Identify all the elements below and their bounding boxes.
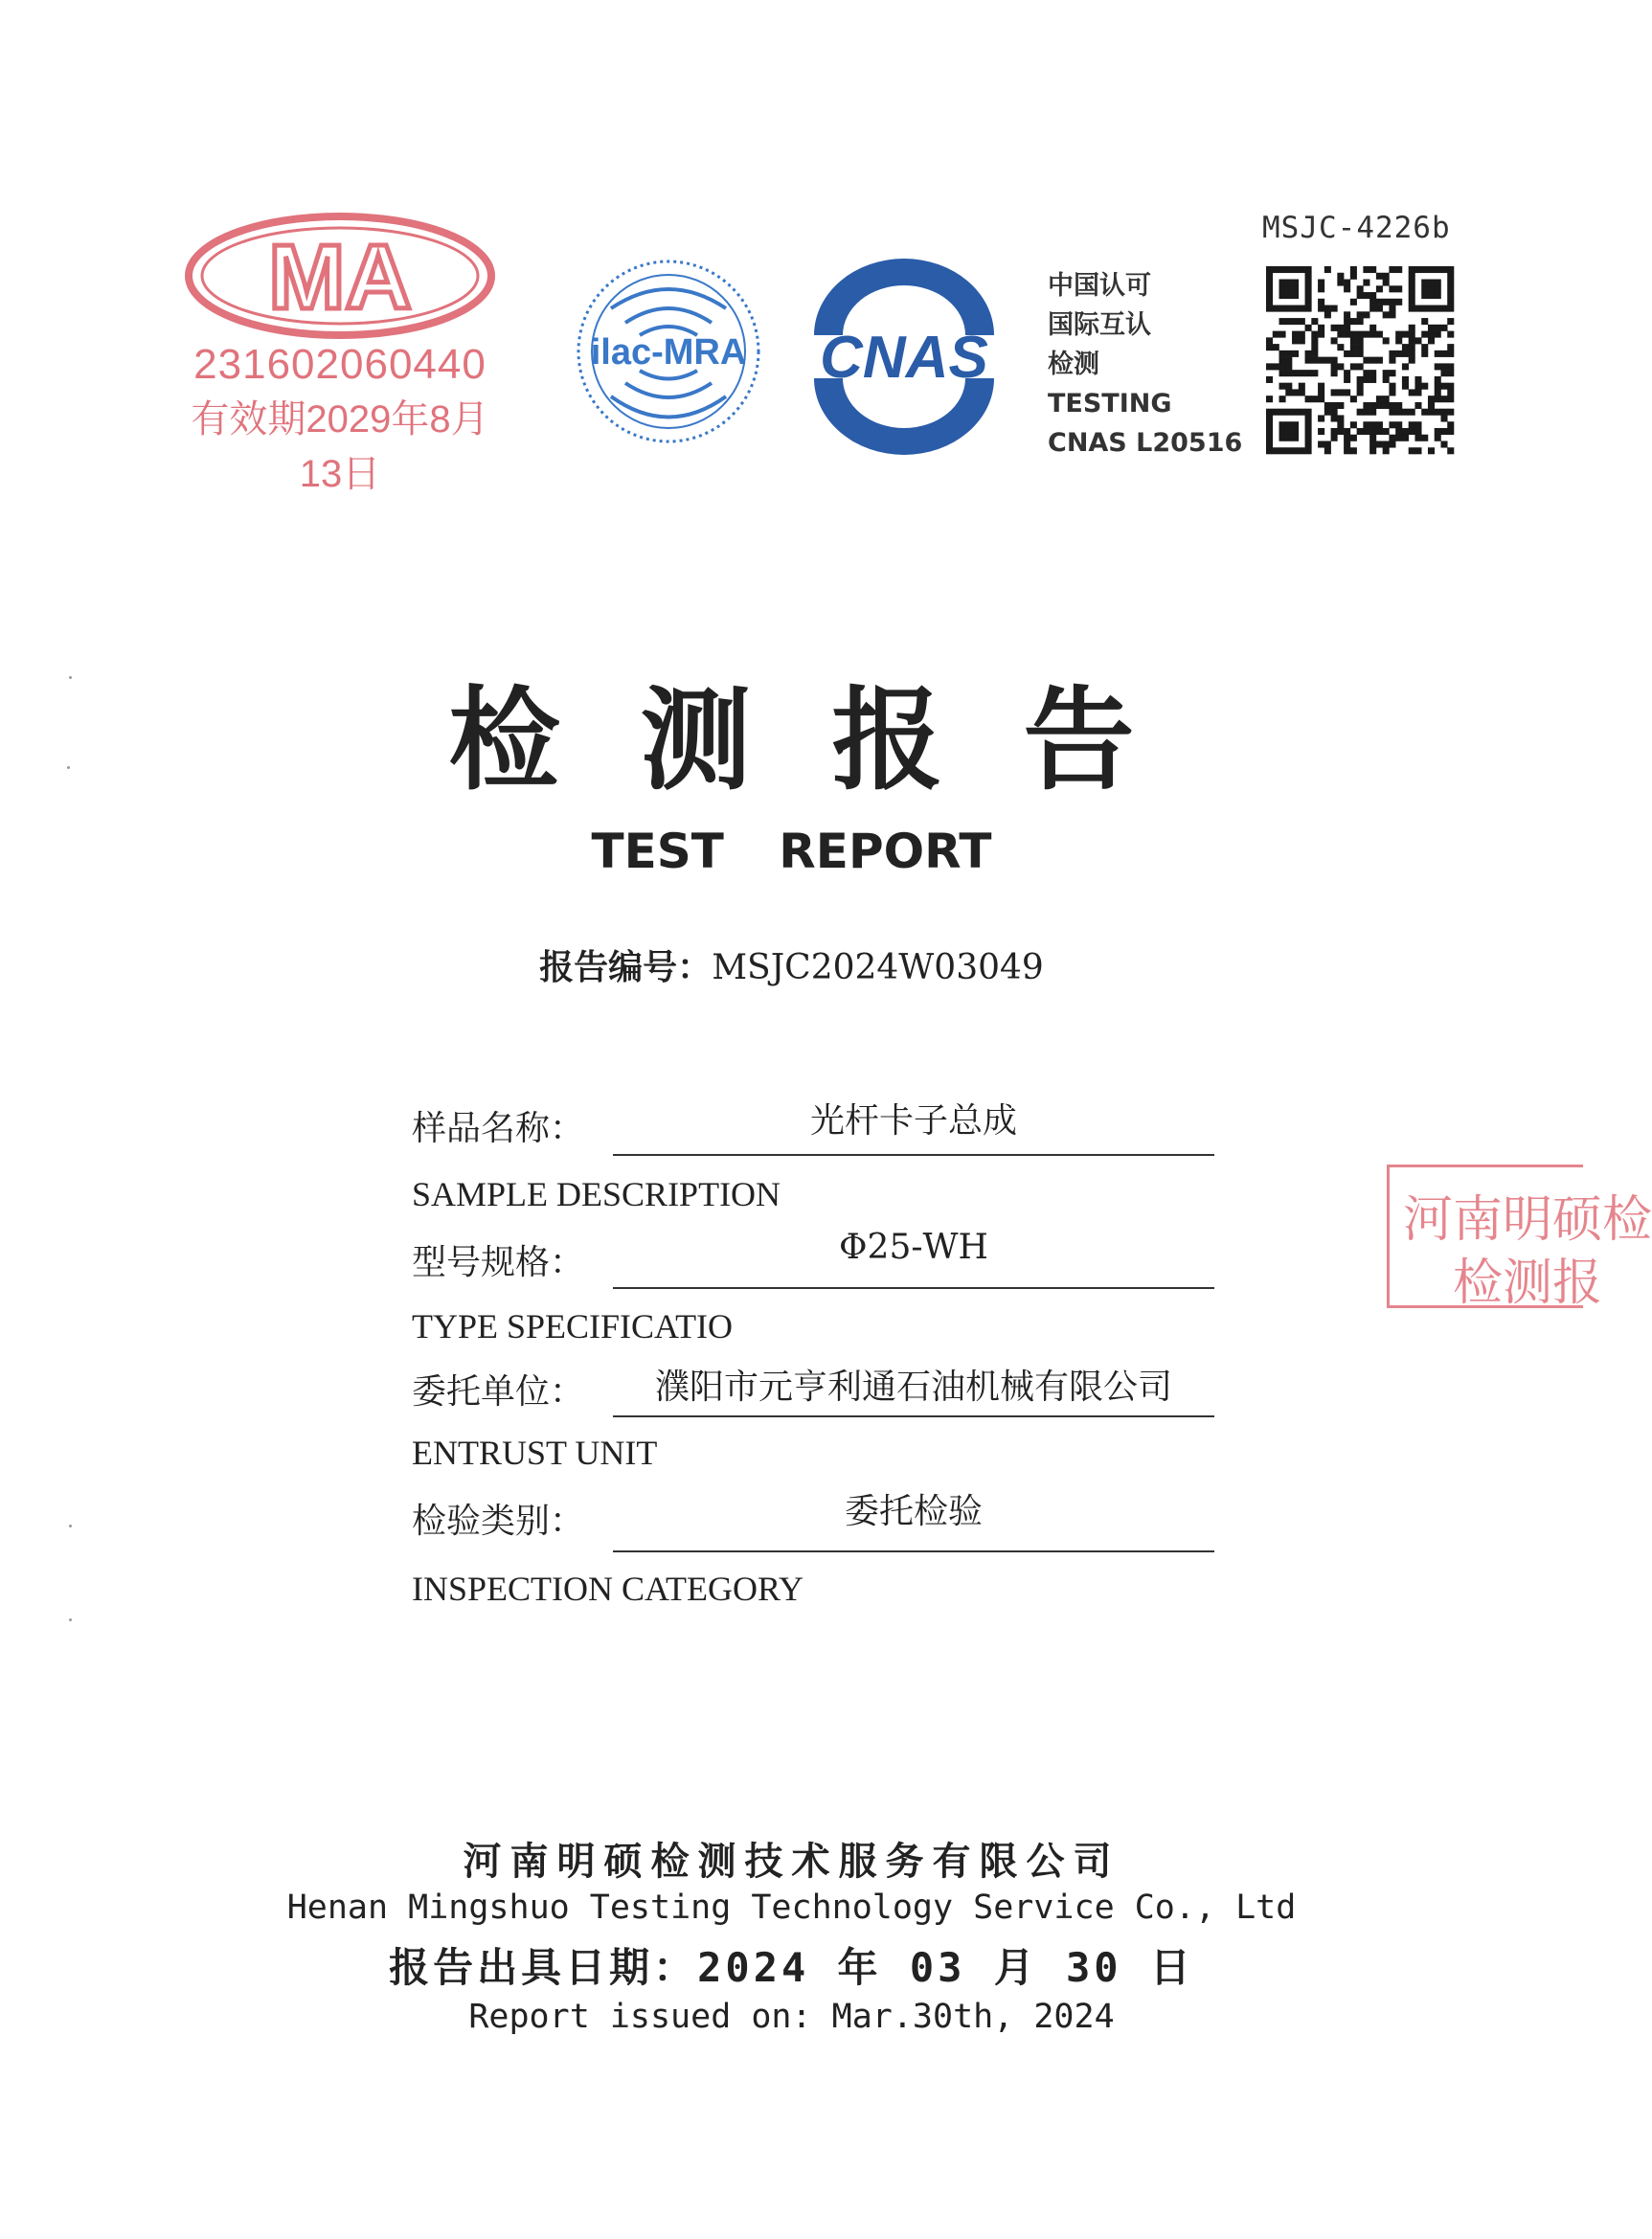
entrust-unit-label: 委托单位： xyxy=(412,1372,585,1412)
cnas-accreditation-text xyxy=(1048,266,1242,463)
entrust-unit-label-en: ENTRUST UNIT xyxy=(412,1434,658,1472)
inspection-category-underline xyxy=(613,1550,1214,1552)
sample-name-label: 样品名称： xyxy=(412,1109,585,1148)
ilac-logo-text: ilac-MRA xyxy=(590,332,747,373)
side-seal-stamp xyxy=(1387,1165,1652,1312)
scan-speck xyxy=(69,1525,72,1527)
issue-date-en: Report issued on: Mar.30th, 2024 xyxy=(468,1998,1115,2036)
cnas-logo-text: CNAS xyxy=(820,325,988,391)
type-specification-label-en: TYPE SPECIFICATIO xyxy=(412,1307,734,1346)
model-spec-underline xyxy=(613,1287,1214,1289)
ma-certificate-number: 231602060440 xyxy=(193,341,487,388)
company-name-en: Henan Mingshuo Testing Technology Service Co., Ltd xyxy=(286,1888,1297,1927)
scan-speck xyxy=(67,766,70,769)
inspection-category-label: 检验类别： xyxy=(412,1502,585,1541)
ilac-globe-icon xyxy=(573,251,764,452)
model-spec-value: Φ25-WH xyxy=(839,1228,988,1267)
inspection-category-label-en: INSPECTION CATEGORY xyxy=(412,1570,804,1608)
cnas-line-2: 国际互认 xyxy=(1048,310,1151,340)
report-number-value: MSJC2024W03049 xyxy=(712,948,1044,987)
svg-text:MA: MA xyxy=(268,226,412,328)
cnas-line-1: 中国认可 xyxy=(1048,271,1151,301)
document-code: MSJC-4226b xyxy=(1262,211,1451,245)
cnas-line-5: CNAS L20516 xyxy=(1048,428,1243,458)
entrust-unit-underline xyxy=(613,1415,1214,1417)
report-number xyxy=(0,940,1583,989)
side-stamp-line-1: 河南明硕检 xyxy=(1403,1191,1652,1249)
scan-speck xyxy=(69,1618,72,1621)
sample-description-label-en: SAMPLE DESCRIPTION xyxy=(412,1175,781,1213)
report-number-label: 报告编号： xyxy=(539,948,713,987)
cnas-logo xyxy=(793,268,1015,445)
cnas-line-3: 检测 xyxy=(1048,350,1099,379)
sample-name-underline xyxy=(613,1154,1214,1156)
inspection-category-value: 委托检验 xyxy=(844,1492,983,1531)
entrust-unit-value: 濮阳市元亨利通石油机械有限公司 xyxy=(654,1368,1172,1407)
issue-date-cn: 报告出具日期：2024 年 03 月 30 日 xyxy=(389,1944,1194,1991)
sample-name-value: 光杆卡子总成 xyxy=(809,1101,1017,1141)
cnas-line-4: TESTING xyxy=(1048,389,1172,418)
model-spec-label: 型号规格： xyxy=(412,1243,585,1282)
side-stamp-line-2: 检测报 xyxy=(1453,1255,1603,1312)
qr-code-icon xyxy=(1266,266,1454,454)
cnas-emblem-icon xyxy=(793,268,1015,445)
report-title-cn: 检测报告 xyxy=(448,675,1215,805)
ma-stamp-icon xyxy=(182,209,498,343)
ilac-mra-logo xyxy=(573,251,764,452)
company-name-cn: 河南明硕检测技术服务有限公司 xyxy=(463,1840,1120,1884)
report-title-en: TEST REPORT xyxy=(591,824,992,879)
scan-speck xyxy=(69,676,72,679)
ma-certification-seal xyxy=(182,209,498,495)
ma-validity-date: 有效期2029年8月13日 xyxy=(191,398,489,495)
